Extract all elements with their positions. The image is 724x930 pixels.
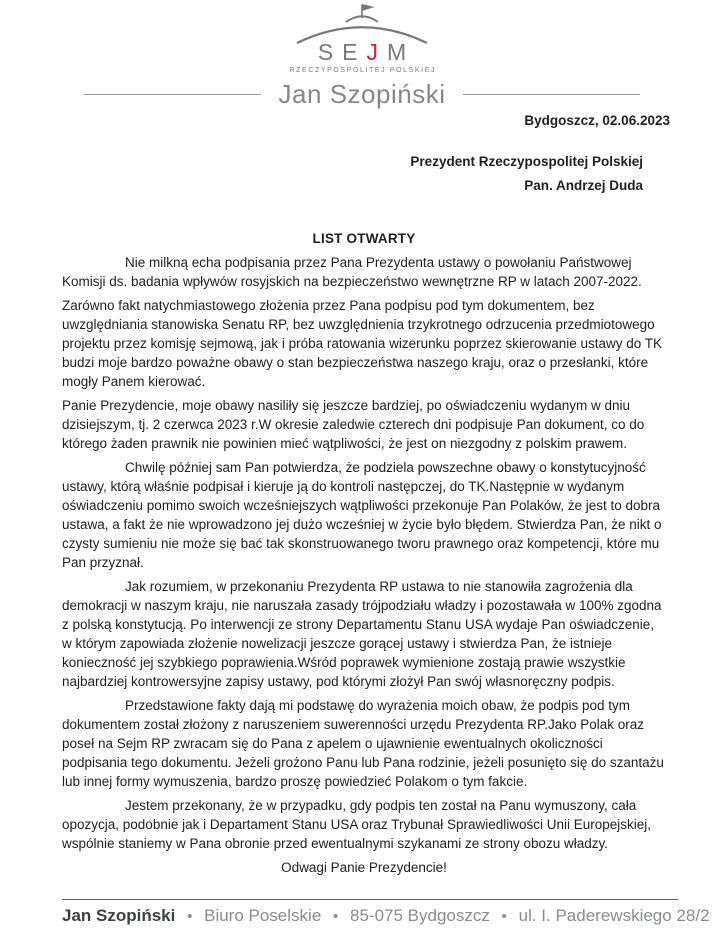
name-banner: [84, 79, 640, 110]
footer-name: Jan Szopiński: [62, 906, 176, 925]
footer-city: 85-075 Bydgoszcz: [350, 906, 490, 925]
paragraph-4: Chwilę później sam Pan potwierdza, że podziela powszechne obawy o konstytucyjność ustawy, którą właśnie podpisał i kieruje ją do kontroli następczej, do TK.Następnie w wydanym oświadczeniu pomimo swoich wcześniejszych wątpliwości przekonuje Pan Polaków, że jest to dobra ustawa, a fakt że nie wprowadzono jej dużo wcześniej w życie było błędem. Stwierdza Pan, że nikt o czysty sumieniu nie może się bać tak skonstruowanego tworu prawnego oraz kompetencji, które mu Pan przyznał.: [62, 460, 662, 570]
date-row: [0, 113, 670, 128]
footer-street: ul. I. Paderewskiego 28/2: [518, 906, 710, 925]
paragraph-3: Panie Prezydencie, moje obawy nasiliły się jeszcze bardziej, po oświadczeniu wydanym w dniu dzisiejszym, tj. 2 czerwca 2023 r.W okresie zaledwie czterech dni podpisuje Pan dokument, co do którego żaden prawnik nie powinien mieć wątpliwości, że jest on niezgodny z polskim prawem.: [62, 398, 645, 451]
footer-separator-1: •: [187, 908, 193, 925]
paragraph-7: Jestem przekonany, że w przypadku, gdy podpis ten został na Panu wymuszony, cała opozycja, podobnie jak i Departament Stanu USA oraz Trybunał Sprawiedliwości Unii Europejskiej, wspólnie staniemy w Pana obronie przed ewentualnymi szykanami ze strony obozu władzy.: [62, 798, 652, 851]
footer-separator-3: •: [501, 908, 507, 925]
footer-separator-2: •: [333, 908, 339, 925]
footer-divider: [62, 899, 678, 900]
banner-right-rule: [463, 94, 640, 95]
sejm-logo: [0, 0, 724, 74]
wordmark-letter-e: E: [342, 39, 367, 65]
deputy-name: Jan Szopiński: [278, 79, 446, 109]
addressee-name: Pan. Andrzej Duda: [524, 178, 643, 193]
footer-office: Biuro Poselskie: [204, 906, 322, 925]
addressee-block: [0, 154, 643, 193]
place-date: Bydgoszcz, 02.06.2023: [524, 113, 670, 128]
letter-body: [62, 231, 666, 875]
paragraph-6: Przedstawione fakty dają mi podstawę do wyrażenia moich obaw, że podpis pod tym dokumentem został złożony z naruszeniem suwerenności urzędu Prezydenta RP.Jako Polak oraz poseł na Sejm RP zwracam się do Pana z apelem o ujawnienie ewentualnych okoliczności podpisania tego dokumentu. Jeżeli grożono Panu lub Pana rodzinie, jeżeli posunięto się do szantażu lub innej formy wymuszenia, bardzo proszę powiedzieć Polakom o tym fakcie.: [62, 698, 664, 789]
paragraph-1: Nie milkną echa podpisania przez Pana Prezydenta ustawy o powołaniu Państwowej Komisji ds. badania wpływów rosyjskich na bezpieczeństwo wewnętrzne RP w latach 2007-2022.: [62, 255, 642, 289]
footer: [62, 906, 710, 926]
flag-icon: [362, 4, 375, 11]
wordmark-letter-m: M: [387, 39, 416, 65]
paragraph-5: Jak rozumiem, w przekonaniu Prezydenta RP ustawa to nie stanowiła zagrożenia dla demokracji w naszym kraju, nie naruszała zasady trójpodziału władzy i pozostawała w 100% zgodna z polską konstytucją. Po interwencji ze strony Departamentu Stanu USA wydaje Pan oświadczenie, w którym zapowiada złożenie nowelizacji jeszcze gorącej ustawy i stwierdza Pan, że istnieje konieczność jej szybkiego poprawienia.Wśród poprawek wymienione zostają prawie wszystkie najbardziej kontrowersyjne zapisy ustawy, pod którymi złożył Pan swój własnoręczny podpis.: [62, 579, 662, 689]
paragraph-2: Zarówno fakt natychmiastowego złożenia przez Pana podpisu pod tym dokumentem, bez uwzględniania stanowiska Senatu RP, bez uwzględnienia trzykrotnego odrzucenia przedmiotowego projektu przez komisję sejmową, jak i próba ratowania wizerunku poprzez skierowanie ustawy do TK budzi moje bardzo poważne obawy o stan bezpieczeństwa naszego kraju, oraz o przesłanki, które mogły Panem kierować.: [62, 298, 663, 389]
wordmark-letter-j-red: J: [366, 39, 387, 65]
banner-left-rule: [84, 94, 261, 95]
wordmark-letter-s: S: [317, 39, 343, 65]
sejm-logo-subtitle: RZECZYPOSPOLITEJ POLSKIEJ: [289, 67, 437, 74]
addressee-title: Prezydent Rzeczypospolitej Polskiej: [410, 154, 643, 169]
closing-line: Odwagi Panie Prezydencie!: [281, 860, 447, 875]
letter-title: LIST OTWARTY: [312, 231, 416, 246]
sejm-wordmark: [0, 41, 724, 64]
sejm-dome-icon: [287, 2, 437, 44]
dome-cupola: [346, 16, 378, 22]
